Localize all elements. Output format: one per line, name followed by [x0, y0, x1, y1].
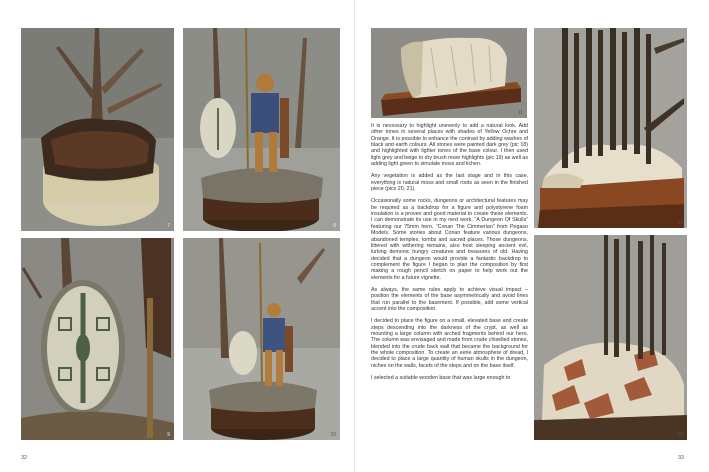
figure-7-photo: [21, 28, 174, 231]
rocky-vignette-base-image: [534, 235, 687, 440]
figure-number: 10: [330, 432, 336, 438]
figure-number: 8: [333, 223, 336, 229]
right-page-number: 33: [678, 455, 685, 461]
paragraph: I selected a suitable wooden base that was large enough to: [371, 375, 511, 382]
twig-fence-on-base-image: [534, 28, 687, 228]
warrior-front-view-image: [183, 238, 340, 440]
figure-number: 13: [677, 432, 683, 438]
paragraph: Any vegetation is added as the last stage and in this case, everything is natural moss and small roots as seen in the finished piece (pics 20, 21).: [371, 173, 528, 193]
paragraph: Occasionally some rocks, dungeons or architectural features may be required as a backdrop for a figure and polystyrene foam insulation is a proven and good material to create these elements. I can demonstrate its use in my next work, “A Dungeon Of Skulls” featuring our 75mm hero, “Conan The Cimmerian” from Pegaso Models. Some stories about Conan feature various dungeons, abandoned temples, tombs and sacred places. Those dungeons, littered with withering remains, also host sleeping ancient evil, lurking demonic hungry creatures and treasures of old. Having decided that a dungeon would provide a fantastic backdrop to complement the figure I began to plan the composition by first making a rough pencil sketch on paper to help work out the elements for a future vignette.: [371, 198, 528, 281]
foam-wall-on-base-image: [371, 28, 527, 118]
paragraph: I decided to place the figure on a small, elevated base and create steps descending into the darkness of the crypt, as well as mounting a large column with arched fragments behind our hero. The column was envisaged and made from crude chiselled stones, blended into the crude back wall that became the background for the whole composition. To create an eerie atmosphere of dread, I decided to place a large quantity of human skulls in the dungeon, niches on the walls, facets of the steps and on the base itself.: [371, 318, 528, 369]
figure-9-photo: [21, 238, 174, 440]
figure-number: 9: [167, 432, 170, 438]
warrior-figure-image: [183, 28, 340, 231]
figure-number: 11: [517, 110, 523, 116]
figure-number: 12: [677, 220, 683, 226]
figure-10-photo: [183, 238, 340, 440]
figure-12-photo: [534, 28, 687, 228]
paragraph: It is necessary to highlight unevenly to add a natural look. Add other tones in several places with shades of Yellow Ochre and Orange. It is possible to enhance the contrast by adding washes of black and earth colours. All stones were painted dark grey (pic 18) and highlighted with lighter tones of the base colour. I then used light grey and beige to dry brush more highlights (pic 19) as well as adding light green to simulate moss and lichen.: [371, 123, 528, 168]
article-body: [371, 123, 528, 463]
figure-11-photo: [371, 28, 527, 118]
carved-shield-closeup-image: [21, 238, 174, 440]
figure-number: 7: [167, 223, 170, 229]
figure-8-photo: [183, 28, 340, 231]
left-page-number: 32: [21, 455, 28, 461]
figure-13-photo: [534, 235, 687, 440]
paragraph: As always, the same rules apply to achieve visual impact – position the elements of the base asymmetrically and avoid lines that run parallel to the basement. If possible, add some vertical accent into the composition.: [371, 286, 528, 312]
tree-stump-base-image: [21, 28, 174, 231]
